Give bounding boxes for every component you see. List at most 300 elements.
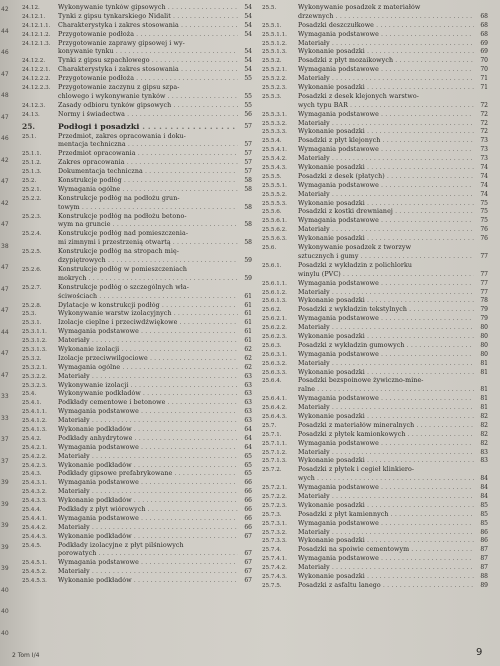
toc-entry-title: Materiały . . . (298, 226, 474, 235)
toc-entry-number: 25.5.3.1. (262, 111, 287, 118)
toc-entry-page: 61 (244, 292, 252, 300)
toc-entry-title: konywanie tynku . . . (58, 48, 238, 57)
toc-entry-number: 25.7.2.3. (262, 502, 287, 509)
toc-entry (22, 435, 252, 444)
toc-entry-page: 55 (244, 75, 252, 83)
toc-entry (22, 373, 252, 382)
toc-entry (262, 360, 488, 369)
toc-entry-title: Posadzki z kostki drewnianej . . . (298, 208, 474, 217)
margin-number: 48 (1, 92, 9, 99)
toc-entry-title: Przedmiot, zakres opracowania i doku- (58, 132, 186, 140)
toc-entry-title: Materiały . . . (298, 449, 474, 458)
toc-entry (262, 208, 488, 217)
toc-entry (262, 457, 488, 466)
toc-entry (22, 488, 252, 497)
toc-entry (262, 22, 488, 31)
toc-entry-number: 25.5.6.2. (262, 227, 287, 234)
toc-entry (22, 577, 252, 586)
toc-entry-title: wym na gruncie . . . (58, 221, 238, 230)
toc-entry-page: 57 (244, 159, 252, 167)
toc-entry-title: Posadzki deszczułkowe . . . (298, 22, 474, 31)
toc-entry-number: 25.6.1.3. (262, 298, 287, 305)
toc-entry (262, 520, 488, 529)
toc-entry-page: 55 (244, 101, 252, 109)
toc-entry-number: 25.2.1. (22, 186, 42, 193)
toc-entry (262, 529, 488, 538)
toc-entry-page: 87 (480, 564, 488, 572)
toc-entry-number: 25.4.1.1. (22, 409, 47, 416)
toc-entry (262, 502, 488, 511)
toc-entry (262, 573, 488, 582)
toc-entry-title: Posadzki bezspoinowe żywiczno-mine- (298, 377, 424, 385)
toc-entry (262, 4, 488, 13)
toc-entry (262, 404, 488, 413)
toc-entry (262, 155, 488, 164)
toc-entry-number: 25.5.2. (262, 58, 282, 65)
toc-entry (22, 328, 252, 337)
toc-entry-page: 80 (480, 350, 488, 358)
toc-left-column (22, 4, 252, 586)
toc-entry-title: Wymagania podstawowe . . . (298, 31, 474, 40)
margin-number: 37 (1, 436, 9, 443)
toc-entry-title: Przygotowanie zaczynu z gipsu szpa- (58, 84, 180, 92)
toc-entry-title: Posadzki z płytek kamionkowych . . . (298, 431, 474, 440)
toc-entry (262, 120, 488, 129)
toc-entry-number: 25.1.2. (22, 160, 42, 167)
toc-entry-page: 80 (480, 332, 488, 340)
toc-entry-number: 25.6.1. (262, 262, 282, 269)
toc-entry-page: 87 (480, 546, 488, 554)
toc-entry-title: Wymagania podstawowe . . . (58, 479, 238, 488)
toc-entry-title: Materiały . . . (298, 120, 474, 129)
toc-entry (262, 431, 488, 440)
toc-entry-number: 25.5. (262, 5, 277, 11)
toc-entry-number: 25.5.6.3. (262, 236, 287, 243)
toc-entry (262, 13, 488, 22)
toc-entry-title: Materiały . . . (298, 564, 474, 573)
toc-entry-number: 25.7.4.2. (262, 565, 287, 572)
toc-entry (22, 31, 252, 40)
toc-entry-title: Wykonanie podkładów . . . (58, 497, 238, 506)
margin-number: 33 (1, 393, 9, 400)
toc-entry (262, 386, 488, 395)
toc-entry (22, 542, 252, 551)
toc-entry-title: Wykonywanie warstw izolacyjnych . . . (58, 310, 238, 319)
toc-entry (22, 13, 252, 22)
toc-entry-number: 25.2. (22, 178, 37, 185)
toc-entry-title: Wymagania podstawowe . . . (58, 444, 238, 453)
toc-entry-page: 75 (480, 217, 488, 225)
toc-entry-page: 81 (480, 395, 488, 403)
toc-entry (22, 195, 252, 204)
toc-entry-title: Podkłady z płyt wiórowych . . . (58, 506, 238, 515)
toc-entry-number: 25.5.2.1. (262, 67, 287, 74)
toc-entry (262, 475, 488, 484)
toc-entry-number: 25.2.4. (22, 231, 42, 238)
toc-entry-number: 25.4.2.2. (22, 453, 47, 460)
toc-entry (22, 230, 252, 239)
toc-entry-number: 25.6.4.3. (262, 413, 287, 420)
margin-number: 40 (1, 629, 9, 637)
toc-entry-page: 58 (244, 203, 252, 211)
toc-entry-page: 63 (244, 399, 252, 407)
toc-entry-title: Charakterystyka i zakres stosowania . . . (58, 66, 238, 75)
toc-entry (262, 262, 488, 271)
toc-entry-title: Materiały . . . (298, 289, 474, 298)
toc-entry-title: Posadzki z desek klejonych warstwo- (298, 92, 420, 100)
toc-entry (22, 177, 252, 186)
toc-entry-number: 25.5.5.2. (262, 191, 287, 198)
toc-entry (22, 111, 252, 120)
margin-number: 42 (1, 199, 9, 207)
toc-entry-number: 25.5.5.1. (262, 182, 287, 189)
toc-entry-title: Przygotowanie zaprawy gipsowej i wy- (58, 39, 185, 47)
toc-entry (22, 4, 252, 13)
toc-entry-number: 25.5.5.3. (262, 200, 287, 207)
toc-entry-page: 85 (480, 519, 488, 527)
toc-entry-title: Materiały . . . (58, 488, 238, 497)
toc-entry-title: Materiały . . . (58, 524, 238, 533)
toc-entry (262, 466, 488, 475)
toc-entry (22, 248, 252, 257)
toc-entry-title: Podkłady anhydrytowe . . . (58, 435, 238, 444)
toc-entry-number: 25.6.3.1. (262, 351, 287, 358)
toc-entry-title: Materiały . . . (298, 360, 474, 369)
toc-entry (22, 239, 252, 248)
toc-entry (262, 493, 488, 502)
toc-entry-number: 25.6.4. (262, 378, 282, 385)
toc-entry (22, 559, 252, 568)
margin-number: 33 (1, 414, 9, 422)
toc-entry (22, 133, 252, 142)
toc-entry (22, 568, 252, 577)
toc-entry (262, 57, 488, 66)
toc-entry (262, 217, 488, 226)
toc-entry (262, 200, 488, 209)
toc-entry (262, 111, 488, 120)
toc-entry-number: 25. (22, 121, 36, 131)
toc-entry-page: 76 (480, 235, 488, 243)
toc-entry-page: 62 (244, 345, 252, 353)
toc-entry-title: Materiały . . . (298, 493, 474, 502)
toc-entry-title: Posadzki z wykładzin tekstylnych . . . (298, 306, 474, 315)
toc-entry-title: Wymagania podstawowe . . . (298, 440, 474, 449)
toc-entry-page: 83 (480, 448, 488, 456)
toc-entry-number: 25.2.2. (22, 195, 42, 202)
toc-entry-title: Materiały . . . (298, 155, 474, 164)
toc-entry (262, 555, 488, 564)
toc-entry-title: Wykonanie posadzki . . . (298, 457, 474, 466)
toc-entry-number: 25.6. (262, 245, 277, 252)
toc-entry-page: 67 (244, 532, 252, 540)
toc-entry-title: Wymagania podstawowe . . . (58, 328, 238, 337)
toc-entry-number: 25.6.1.2. (262, 289, 287, 296)
toc-entry-page: 54 (244, 66, 252, 74)
toc-entry-title: Wykonanie podkładów . . . (58, 426, 238, 435)
toc-entry-title: mentacja techniczna . . . (58, 141, 238, 150)
toc-entry-title: Konstrukcje podłóg . . . (58, 177, 238, 186)
toc-entry-page: 64 (244, 443, 252, 451)
toc-entry-page: 66 (244, 514, 252, 522)
toc-entry-number: 25.1.1. (22, 151, 42, 158)
toc-entry-title: Wykonywanie posadzek z tworzyw (298, 244, 412, 252)
toc-entry-title: wych . . . (298, 475, 474, 484)
toc-entry-page: 73 (480, 137, 488, 145)
toc-entry (262, 413, 488, 422)
toc-entry-number: 25.4.4. (22, 506, 42, 513)
toc-entry (262, 31, 488, 40)
toc-entry-page: 54 (244, 21, 252, 29)
toc-entry (262, 75, 488, 84)
toc-entry-page: 78 (480, 297, 488, 305)
toc-entry-page: 57 (244, 150, 252, 158)
margin-number: 39 (1, 500, 9, 508)
toc-entry-page: 54 (244, 30, 252, 38)
toc-entry-title: Posadzki z wykładzin z polichlorku (298, 261, 413, 269)
toc-entry-title: Konstrukcje podłóg o szczególnych wła- (58, 283, 190, 291)
toc-entry-number: 25.5.1.2. (262, 40, 287, 47)
toc-entry (22, 284, 252, 293)
toc-entry-title: Materiały . . . (298, 529, 474, 538)
toc-entry-number: 25.6.2.1. (262, 316, 287, 323)
toc-entry-number: 25.4.5.3. (22, 578, 47, 585)
toc-entry (22, 159, 252, 168)
toc-entry-number: 25.6.2.3. (262, 333, 287, 340)
toc-entry-title: Materiały . . . (58, 453, 238, 462)
toc-entry-page: 56 (244, 110, 252, 118)
toc-entry-page: 84 (480, 475, 488, 483)
toc-entry-title: Wykonanie posadzki . . . (298, 413, 474, 422)
toc-entry-page: 61 (244, 310, 252, 318)
toc-entry-page: 64 (244, 434, 252, 442)
toc-entry (22, 408, 252, 417)
margin-number: 40 (1, 586, 9, 594)
toc-entry-title: Wykonanie posadzki . . . (298, 369, 474, 378)
toc-entry (262, 235, 488, 244)
toc-entry-page: 73 (480, 155, 488, 163)
margin-number: 46 (1, 135, 9, 142)
toc-entry-number: 25.4.1. (22, 400, 42, 407)
toc-entry-page: 67 (244, 577, 252, 585)
margin-number: 47 (1, 113, 9, 121)
toc-entry (22, 141, 252, 150)
toc-entry-number: 25.7.3.1. (262, 520, 287, 527)
toc-entry-title: Materiały . . . (58, 337, 238, 346)
toc-entry (262, 342, 488, 351)
toc-entry-page: 69 (480, 48, 488, 56)
toc-entry-title: dzypiętrowych . . . (58, 257, 238, 266)
toc-entry (22, 515, 252, 524)
toc-entry-title: Wykonanie posadzki . . . (298, 537, 474, 546)
toc-entry-title: Posadzki z płyt mozaikowych . . . (298, 57, 474, 66)
margin-number: 47 (1, 70, 9, 78)
toc-entry (22, 266, 252, 275)
toc-entry (22, 506, 252, 515)
toc-entry-number: 25.7.2. (262, 467, 282, 474)
toc-entry (262, 253, 488, 262)
toc-entry-number: 25.1.3. (22, 169, 42, 176)
toc-entry (262, 164, 488, 173)
toc-entry-page: 79 (480, 306, 488, 314)
toc-entry-title: Posadzki z płyt kamiennych . . . (298, 511, 474, 520)
toc-entry-page: 85 (480, 501, 488, 509)
toc-entry (22, 93, 252, 102)
toc-entry-title: Wymagania podstawowe . . . (58, 408, 238, 417)
toc-entry-number: 25.4.5.2. (22, 569, 47, 576)
toc-entry (22, 57, 252, 66)
toc-entry (262, 40, 488, 49)
toc-entry-number: 25.2.5. (22, 249, 42, 256)
toc-entry (22, 479, 252, 488)
toc-entry-title: Wykonanie posadzki . . . (298, 235, 474, 244)
toc-entry-page: 75 (480, 208, 488, 216)
toc-entry-page: 81 (480, 386, 488, 394)
toc-entry-page: 58 (244, 239, 252, 247)
margin-number: 47 (1, 371, 9, 379)
toc-entry-title: Wykonanie podkładów . . . (58, 533, 238, 542)
toc-entry (22, 257, 252, 266)
toc-entry-number: 25.4.3. (22, 471, 42, 478)
toc-entry-title: Wymagania ogólne . . . (58, 364, 238, 373)
toc-entry (262, 48, 488, 57)
toc-entry-title: ralne . . . (298, 386, 474, 395)
toc-entry-title: Wymagania podstawowe . . . (298, 66, 474, 75)
toc-entry-title: Wymagania podstawowe . . . (298, 146, 474, 155)
toc-entry-number: 24.12. (22, 5, 40, 11)
toc-entry-title: Wymagania podstawowe . . . (58, 559, 238, 568)
toc-entry-number: 25.7.1.1. (262, 440, 287, 447)
toc-entry-title: Wykonanie posadzki . . . (298, 333, 474, 342)
toc-entry-page: 62 (244, 354, 252, 362)
toc-entry-title: Wykonywanie podkładów . . . (58, 390, 238, 399)
toc-entry-number: 25.3. (22, 311, 37, 318)
toc-entry (262, 297, 488, 306)
toc-entry-page: 63 (244, 417, 252, 425)
toc-entry (262, 324, 488, 333)
toc-entry-title: Wykonanie podkładów . . . (58, 462, 238, 471)
toc-entry-page: 86 (480, 537, 488, 545)
toc-entry (22, 310, 252, 319)
toc-entry (262, 128, 488, 137)
toc-entry (22, 48, 252, 57)
toc-entry (262, 226, 488, 235)
margin-number: 42 (1, 6, 9, 13)
toc-entry-title: Izolacje przeciwwilgociowe . . . (58, 355, 238, 364)
toc-entry-number: 25.7.1. (262, 431, 282, 438)
toc-entry (22, 275, 252, 284)
toc-entry (22, 426, 252, 435)
margin-number: 40 (1, 608, 9, 615)
toc-entry-number: 25.5.3. (262, 93, 282, 100)
toc-entry-title: Materiały . . . (58, 417, 238, 426)
toc-entry-number: 25.5.3.3. (262, 129, 287, 136)
toc-entry (22, 497, 252, 506)
toc-entry-number: 25.3.2. (22, 355, 42, 362)
toc-entry (22, 66, 252, 75)
toc-entry-number: 24.12.1. (22, 13, 46, 20)
toc-entry-title: Wykonanie posadzki . . . (298, 128, 474, 137)
toc-entry (22, 186, 252, 195)
toc-entry-page: 81 (480, 359, 488, 367)
toc-entry (22, 75, 252, 84)
toc-entry-number: 25.7.3.2. (262, 529, 287, 536)
toc-entry-page: 58 (244, 185, 252, 193)
toc-entry-page: 63 (244, 408, 252, 416)
toc-entry (22, 120, 252, 133)
toc-entry (262, 564, 488, 573)
toc-entry-number: 25.5.1.3. (262, 49, 287, 56)
toc-entry (22, 533, 252, 542)
toc-entry (22, 355, 252, 364)
toc-entry-title: Wykonanie podkładów . . . (58, 577, 238, 586)
toc-entry (22, 22, 252, 31)
toc-entry-page: 66 (244, 497, 252, 505)
toc-entry-title: Wymagania podstawowe . . . (298, 111, 474, 120)
toc-entry-title: Materiały . . . (298, 40, 474, 49)
toc-entry-page: 71 (480, 84, 488, 92)
margin-number: 44 (1, 328, 9, 336)
margin-number: 47 (1, 264, 9, 271)
margin-number: 39 (1, 522, 9, 529)
toc-entry-number: 25.4.4.2. (22, 524, 47, 531)
toc-entry-page: 70 (480, 57, 488, 65)
toc-entry (22, 221, 252, 230)
toc-entry-title: mi zimnymi i przestrzenią otwartą . . . (58, 239, 238, 248)
toc-entry-page: 81 (480, 368, 488, 376)
toc-entry-page: 57 (244, 168, 252, 176)
toc-entry-page: 71 (480, 75, 488, 83)
toc-entry-number: 24.12.2. (22, 58, 46, 65)
toc-entry-number: 25.7.1.3. (262, 458, 287, 465)
toc-entry-page: 83 (480, 457, 488, 465)
toc-entry-number: 25.5.5. (262, 173, 282, 180)
toc-entry-page: 73 (480, 146, 488, 154)
toc-entry (22, 204, 252, 213)
toc-entry-title: Wykonanie posadzki . . . (298, 48, 474, 57)
toc-entry-page: 63 (244, 381, 252, 389)
toc-entry (22, 550, 252, 559)
toc-entry-page: 84 (480, 484, 488, 492)
toc-entry-number: 25.4. (22, 391, 37, 398)
margin-number: 38 (1, 242, 9, 250)
toc-entry-number: 25.4.4.1. (22, 515, 47, 522)
toc-entry-title: Zakres opracowania . . . (58, 159, 238, 168)
toc-entry (22, 453, 252, 462)
toc-entry-number: 25.5.4. (262, 138, 282, 145)
toc-entry-title: Charakterystyka i zakres stosowania . . . (58, 22, 238, 31)
toc-entry (262, 449, 488, 458)
toc-entry-page: 77 (480, 270, 488, 278)
toc-entry-page: 67 (244, 568, 252, 576)
toc-entry-number: 25.4.2.3. (22, 462, 47, 469)
toc-entry-page: 72 (480, 101, 488, 109)
toc-entry-title: Dylatacje w konstrukcji podłóg . . . (58, 302, 238, 311)
toc-entry-title: Przygotowanie podłoża . . . (58, 31, 238, 40)
toc-entry (22, 470, 252, 479)
toc-entry-number: 25.7.3. (262, 511, 282, 518)
toc-entry-title: Konstrukcje podłóg w pomieszczeniach (58, 265, 187, 273)
toc-entry-number: 24.12.1.2. (22, 31, 51, 38)
footer-volume-label: 2 Tom I/4 (12, 652, 40, 659)
toc-entry-page: 77 (480, 279, 488, 287)
toc-entry-page: 65 (244, 470, 252, 478)
toc-entry-number: 24.12.2.2. (22, 76, 51, 83)
toc-entry-page: 88 (480, 573, 488, 580)
toc-entry-number: 25.4.3.3. (22, 498, 47, 505)
toc-entry-page: 69 (480, 39, 488, 47)
toc-entry-number: 25.3.1.2. (22, 338, 47, 345)
toc-entry-page: 82 (480, 430, 488, 438)
